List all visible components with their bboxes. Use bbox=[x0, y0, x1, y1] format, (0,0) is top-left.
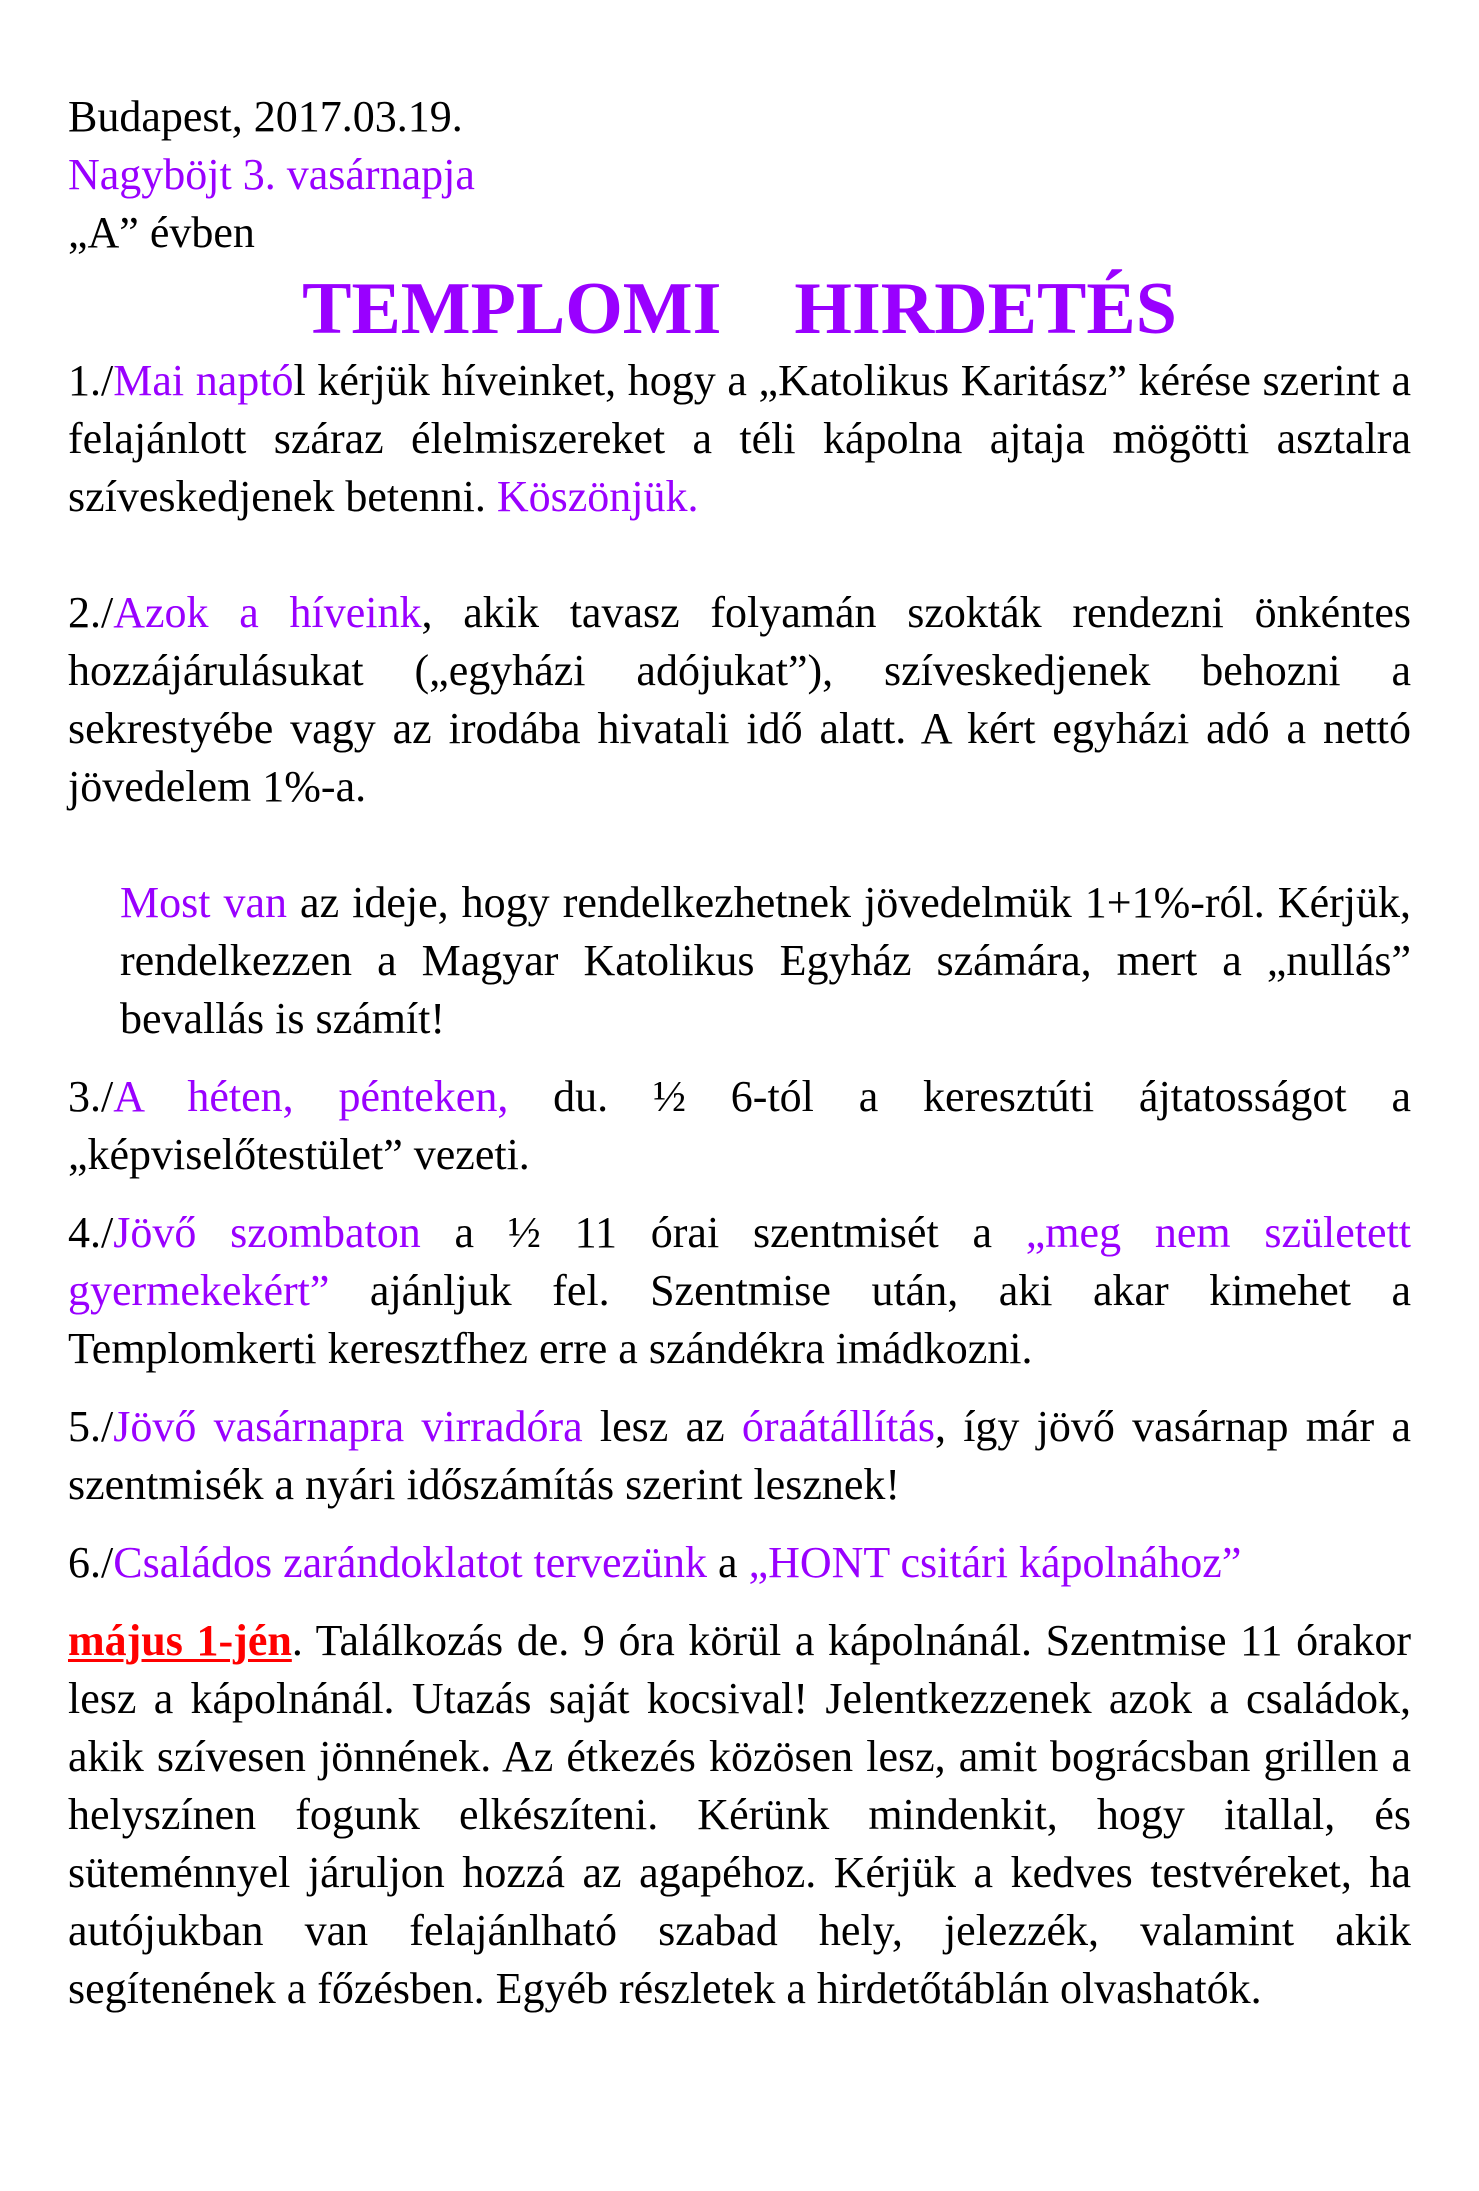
spacer bbox=[68, 1592, 1411, 1612]
body-text: a bbox=[707, 1538, 749, 1587]
highlight-text: A héten, pénteken, bbox=[113, 1072, 509, 1121]
highlight-text: Azok a híveink bbox=[113, 588, 422, 637]
announcement-3 bbox=[68, 1068, 1411, 1184]
spacer bbox=[68, 1378, 1411, 1398]
announcement-2 bbox=[68, 584, 1411, 816]
body-text: lesz az bbox=[582, 1402, 742, 1451]
liturgical-day: Nagyböjt 3. vasárnapja bbox=[68, 150, 475, 199]
highlight-text: „HONT csitári kápolnához” bbox=[748, 1538, 1242, 1587]
body-text: az ideje, hogy rendelkezhetnek jövedelmük 1+1%-ról. Kérjük, rendelkezzen a Magyar Katolikus Egyház számára, mert a „nullás” bevallás is számít! bbox=[120, 878, 1411, 1043]
item-number: 4./ bbox=[68, 1208, 114, 1257]
spacer bbox=[68, 816, 1411, 874]
spacer bbox=[68, 1048, 1411, 1068]
item-number: 3./ bbox=[68, 1072, 114, 1121]
highlight-text: „meg nem született gyermekekért” bbox=[68, 1208, 1411, 1315]
highlight-text: Mai naptó bbox=[113, 356, 294, 405]
highlight-text: Jövő vasárnapra virradóra bbox=[113, 1402, 583, 1451]
spacer bbox=[68, 1184, 1411, 1204]
date-highlight: május 1-jén bbox=[68, 1616, 292, 1665]
highlight-text: Köszönjük. bbox=[496, 472, 699, 521]
body-text: ajánljuk fel. Szentmise után, aki akar kimehet a Templomkerti keresztfhez erre a szándékra imádkozni. bbox=[68, 1266, 1411, 1373]
item-number: 6./ bbox=[68, 1538, 114, 1587]
highlight-text: Családos zarándoklatot tervezünk bbox=[113, 1538, 708, 1587]
spacer bbox=[68, 526, 1411, 584]
spacer bbox=[68, 1514, 1411, 1534]
place-date: Budapest, 2017.03.19. bbox=[68, 92, 463, 141]
item-number: 1./ bbox=[68, 356, 114, 405]
announcement-2-tax-note bbox=[68, 874, 1411, 1048]
highlight-text: Most van bbox=[120, 878, 288, 927]
announcement-6-details bbox=[68, 1612, 1411, 2018]
body-text: , így jövő vasárnap már a szentmisék a nyári időszámítás szerint lesznek! bbox=[68, 1402, 1411, 1509]
body-text: du. ½ 6-tól a keresztúti ájtatosságot a „képviselőtestület” vezeti. bbox=[68, 1072, 1411, 1179]
page-title: TEMPLOMI HIRDETÉS bbox=[302, 268, 1177, 350]
year-cycle: „A” évben bbox=[68, 208, 255, 257]
body-text: l kérjük híveinket, hogy a „Katolikus Karitász” kérése szerint a felajánlott száraz élelmiszereket a téli kápolna ajtaja mögötti asztalra szíveskedjenek betenni. bbox=[68, 356, 1411, 521]
body-text: a ½ 11 órai szentmisét a bbox=[420, 1208, 1026, 1257]
body-text: , akik tavasz folyamán szokták rendezni önkéntes hozzájárulásukat („egyházi adójukat”), szíveskedjenek behozni a sekrestyébe vagy az irodába hivatali idő alatt. A kért egyházi adó a nettó jövedelem 1%-a. bbox=[68, 588, 1411, 811]
announcement-6 bbox=[68, 1534, 1411, 1592]
announcement-document bbox=[68, 88, 1411, 2018]
item-number: 2./ bbox=[68, 588, 114, 637]
highlight-text: óraátállítás bbox=[741, 1402, 935, 1451]
announcement-4 bbox=[68, 1204, 1411, 1378]
highlight-text: Jövő szombaton bbox=[113, 1208, 421, 1257]
announcement-5 bbox=[68, 1398, 1411, 1514]
announcement-1 bbox=[68, 352, 1411, 526]
body-text: . Találkozás de. 9 óra körül a kápolnánál. Szentmise 11 órakor lesz a kápolnánál. Utazás saját kocsival! Jelentkezzenek azok a családok, akik szívesen jönnének. Az étkezés közösen lesz, amit bográcsban grillen a helyszínen fogunk elkészíteni. Kérünk mindenkit, hogy itallal, és süteménnyel járuljon hozzá az agapéhoz. Kérjük a kedves testvéreket, ha autójukban van felajánlható szabad hely, jelezzék, valamint akik segítenének a főzésben. Egyéb részletek a hirdetőtáblán olvashatók. bbox=[68, 1616, 1411, 2013]
item-number: 5./ bbox=[68, 1402, 114, 1451]
